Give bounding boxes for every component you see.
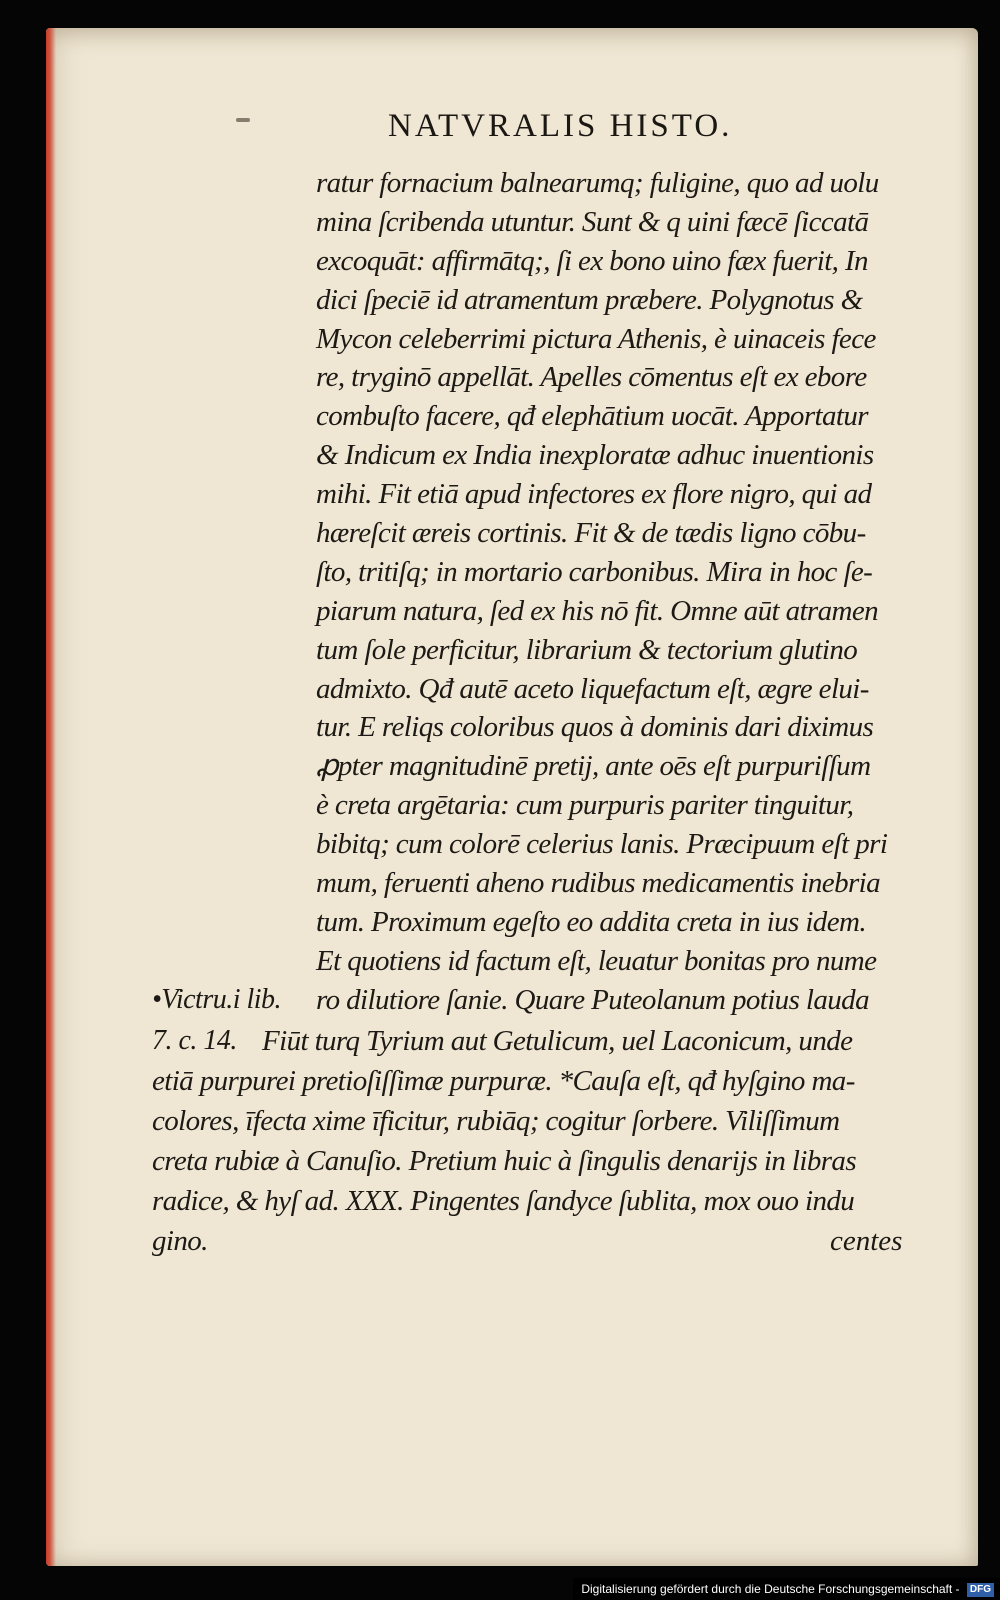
catchword: centes [830,1225,903,1257]
text-line: re, tryginō appellāt. Apelles cōmentus eſt ex ebore [316,361,867,394]
text-line: tum ſole perficitur, librarium & tectorium glutino [316,633,858,666]
text-line: etiā purpurei pretioſiſſimæ purpuræ. *Cauſa eſt, qđ hyſgino ma- [152,1065,855,1097]
text-line: colores, īfecta xime īficitur, rubiāq; cogitur ſorbere. Viliſſimum [152,1105,840,1137]
text-line: ratur fornacium balnearumq; fuligine, quo ad uolu [316,167,879,199]
text-line: admixto. Qđ autē aceto liquefactum eſt, ægre elui- [316,672,869,705]
marginal-note: •Victru.i lib. [152,984,282,1015]
text-line: mum, feruenti aheno rudibus medicamentis inebria [316,867,881,900]
text-line: Et quotiens id factum eſt, leuatur bonitas pro nume [316,944,877,977]
dfg-logo: DFG [967,1583,994,1597]
text-line: Mycon celeberrimi pictura Athenis, è uinaceis fece [316,322,876,355]
main-text-column [316,164,916,981]
text-line: mina ſcribenda utuntur. Sunt & q uini fæcē ſiccatā [316,205,869,238]
text-line: è creta argētaria: cum purpuris pariter tinguitur, [316,789,854,822]
text-line: radice, & hyſ ad. XXX. Pingentes ſandyce ſublita, mox ouo indu [152,1185,855,1217]
text-line: combuſto facere, qđ elephātium uocāt. Apportatur [316,400,868,433]
text-line: hæreſcit æreis cortinis. Fit & de tædis ligno cōbu- [316,517,866,550]
ink-mark [236,118,250,122]
marginal-note: 7. c. 14. [152,1025,237,1056]
text-line: ſto, tritiſq; in mortario carbonibus. Mira in hoc ſe- [316,555,873,588]
text-line: & Indicum ex India inexploratæ adhuc inuentionis [316,439,874,472]
text-line: gino. [152,1225,208,1257]
text-line: Fiūt turq Tyrium aut Getulicum, uel Laconicum, unde [262,1025,853,1057]
running-head: NATVRALIS HISTO. [388,108,733,144]
text-line: tur. E reliqs coloribus quos à dominis dari diximus [316,711,874,744]
footer-text: Digitalisierung gefördert durch die Deutsche Forschungsgemeinschaft - [581,1582,960,1596]
text-line: dici ſpeciē id atramentum præbere. Polygnotus & [316,283,863,316]
text-line: tum. Proximum egeſto eo addita creta in ius idem. [316,905,866,938]
text-line: ꝓpter magnitudinē pretij, ante oēs eſt purpuriſſum [316,750,871,783]
text-line: mihi. Fit etiā apud infectores ex flore nigro, qui ad [316,478,872,511]
text-line: ro dilutiore ſanie. Quare Puteolanum potius lauda [316,984,869,1016]
text-line: creta rubiæ à Canuſio. Pretium huic à ſingulis denarijs in libras [152,1145,856,1177]
text-line: bibitq; cum colorē celerius lanis. Præcipuum eſt pri [316,828,888,861]
text-line: piarum natura, ſed ex his nō fit. Omne aūt atramen [316,594,879,627]
text-line: excoquāt: affirmātq;, ſi ex bono uino fæx fuerit, In [316,244,868,277]
digitization-footer [573,1578,1000,1600]
